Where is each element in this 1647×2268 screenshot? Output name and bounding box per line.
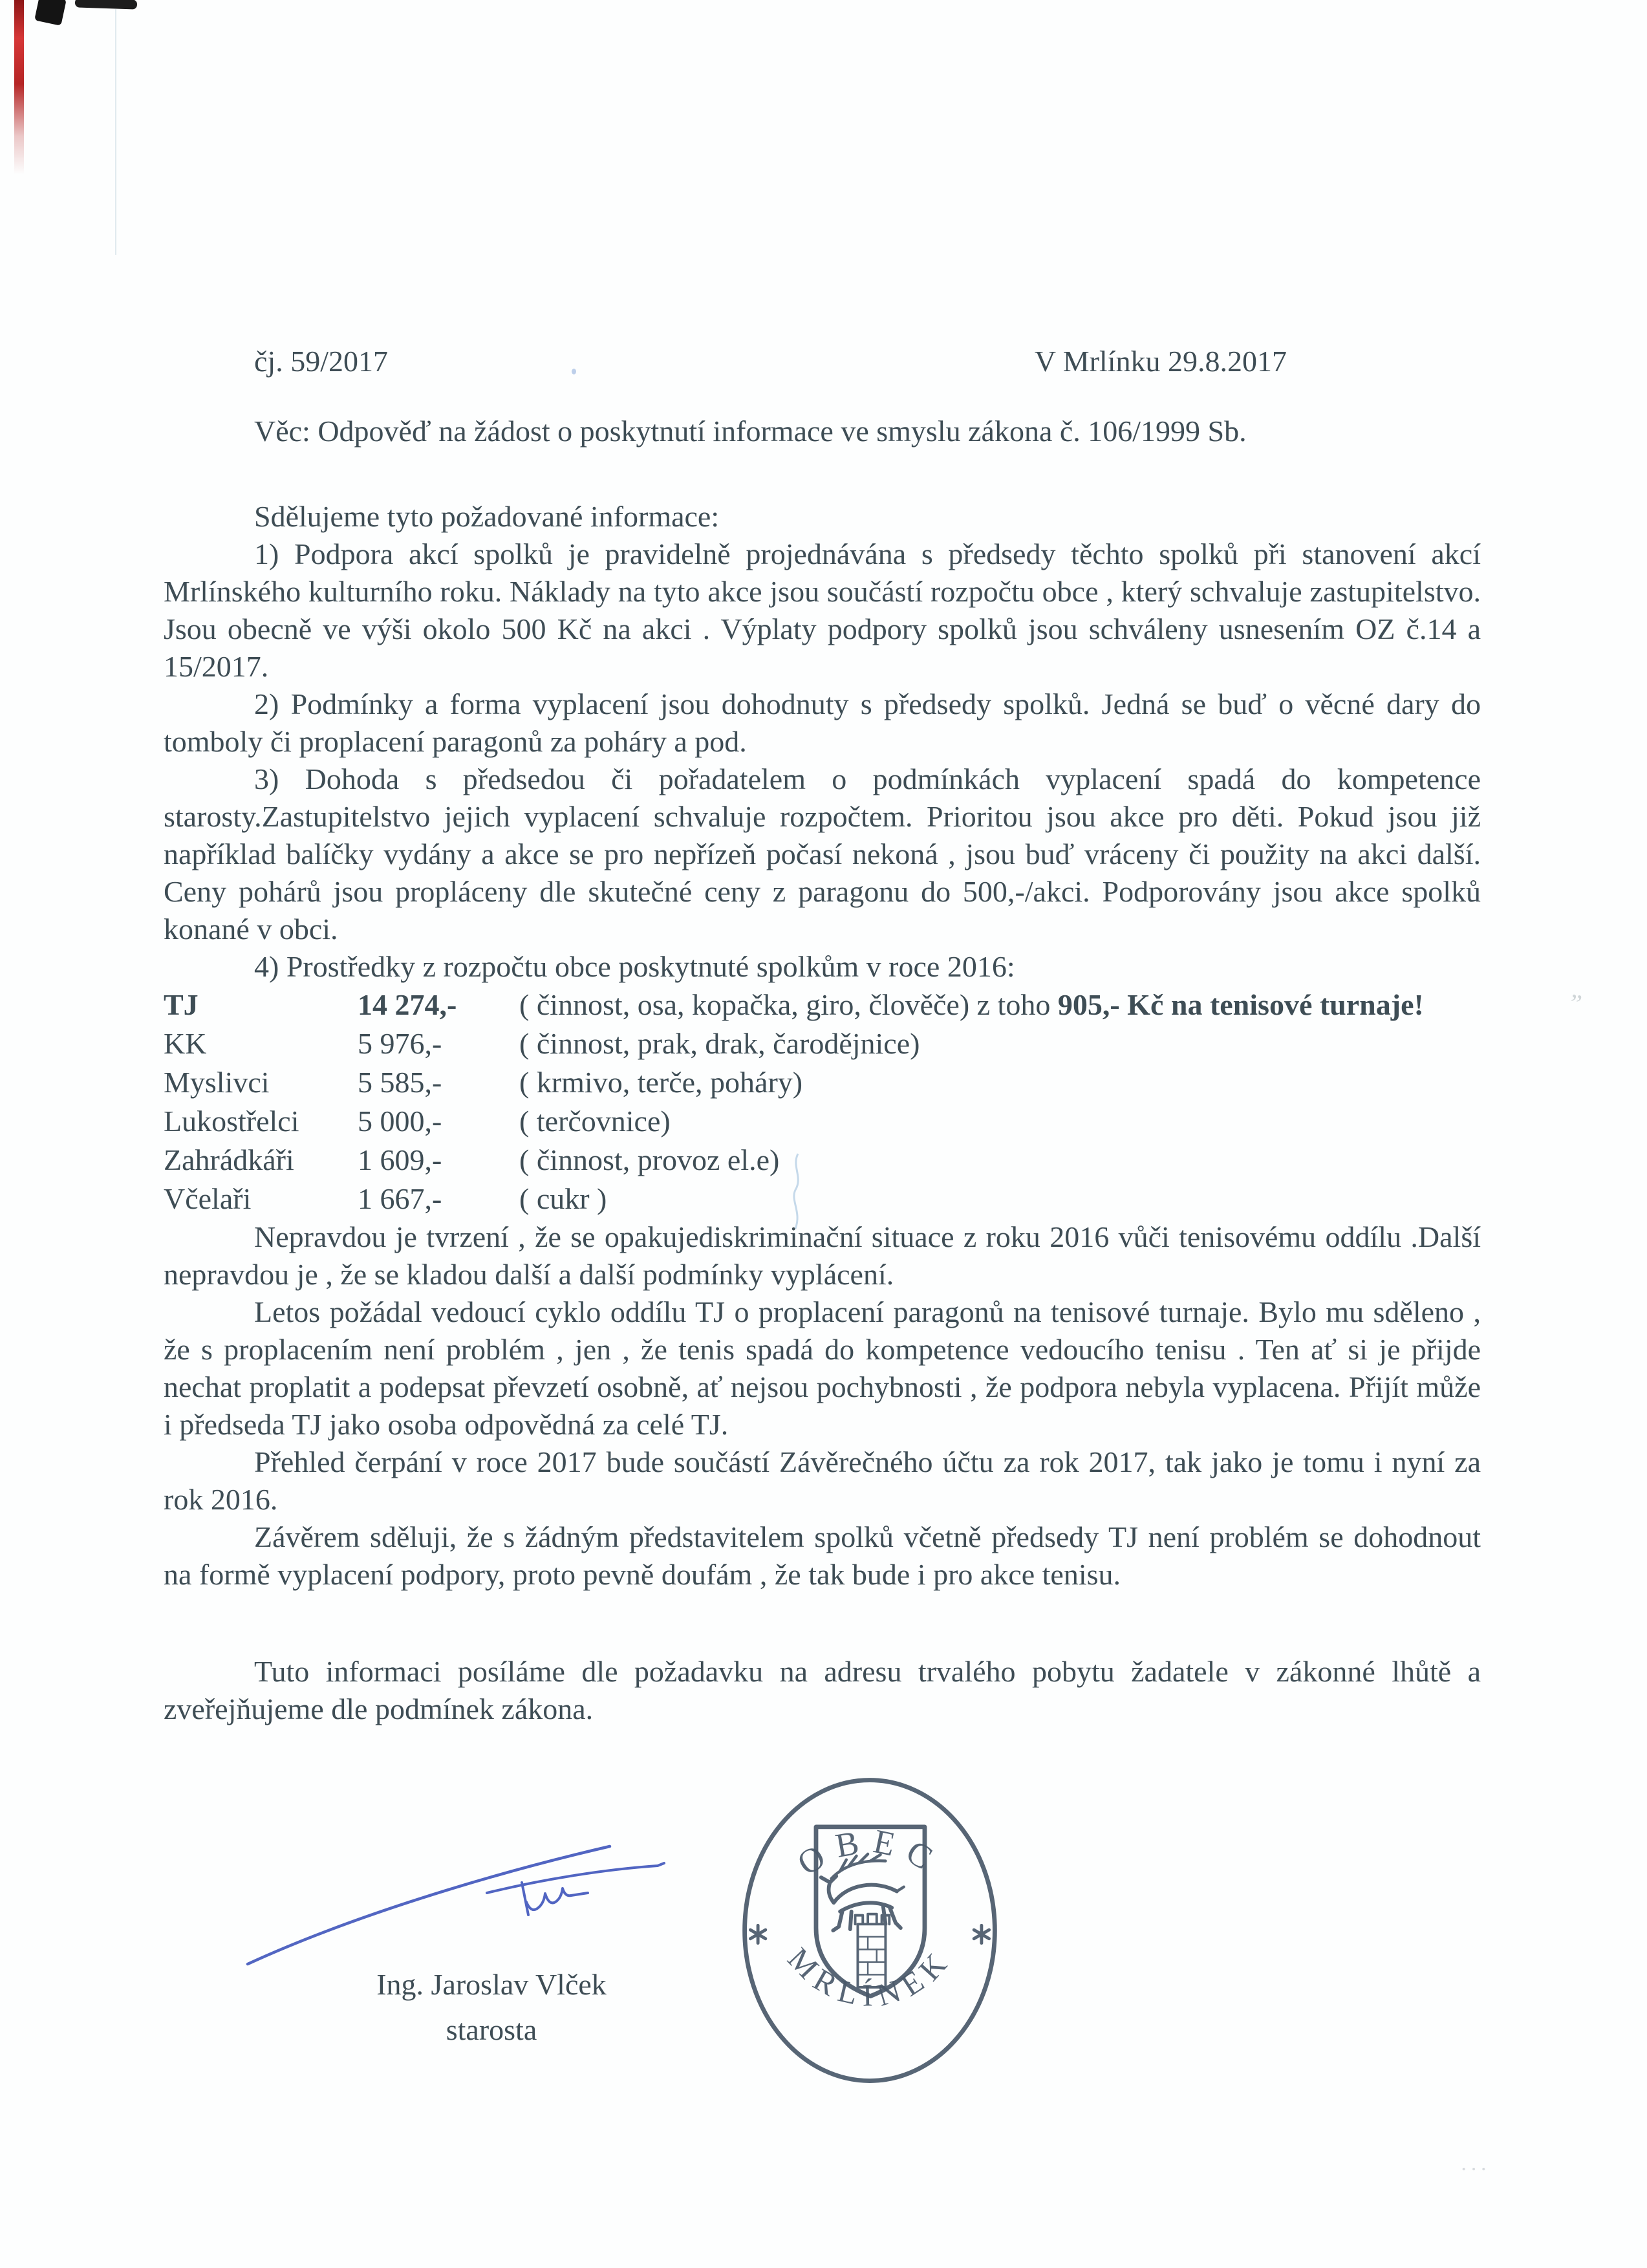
allocation-row xyxy=(164,1024,1481,1063)
body-paragraph: Letos požádal vedoucí cyklo oddílu TJ o proplacení paragonů na tenisové turnaje. Bylo mu sděleno , že s proplacením není problém , jen , že tenis spadá do kompetence vedoucího tenisu . Ten ať si je přijde nechat proplatit a podepsat převzetí osobně, ať nejsou pochybnosti , že podpora nebyla vyplacena. Přijít může i předseda TJ jako osoba odpovědná za celé TJ. xyxy=(164,1295,1481,1441)
allocation-name: Zahrádkáři xyxy=(164,1143,294,1176)
stamp-star-right-icon xyxy=(974,1925,989,1943)
stamp-bottom-text: MRLÍNEK xyxy=(780,1940,959,2014)
stamp-star-left-icon xyxy=(750,1925,765,1943)
allocation-name: KK xyxy=(164,1027,207,1060)
scan-artifact-black-dash xyxy=(75,0,137,10)
handwritten-signature xyxy=(230,1808,682,1976)
svg-text:MRLÍNEK xyxy=(781,1941,959,2013)
allocation-row xyxy=(164,986,1481,1024)
scan-artifact-quote-mark: ” xyxy=(1567,988,1584,1019)
allocation-description: ( činnost, provoz el.e) xyxy=(519,1143,780,1176)
municipal-stamp xyxy=(734,1771,1006,2094)
allocation-amount: 14 274,- xyxy=(358,988,457,1021)
signature-stroke-cross xyxy=(487,1863,664,1893)
numbered-points xyxy=(164,535,1481,986)
body-paragraph: Závěrem sděluji, že s žádným představitelem spolků včetně předsedy TJ není problém se dohodnout na formě vyplacení podpory, proto pevně doufám , že tak bude i pro akce tenisu. xyxy=(164,1520,1481,1591)
allocation-table xyxy=(164,986,1481,1218)
numbered-paragraph: 3) Dohoda s předsedou či pořadatelem o podmínkách vyplacení spadá do kompetence starosty.Zastupitelstvo jejich vyplacení schvaluje rozpočtem. Prioritou jsou akce pro děti. Pokud jsou již například balíčky vydány a akce se pro nepřízeň počasí nekoná , jsou buď vráceny či použity na akci další. Ceny pohárů jsou propláceny dle skutečné ceny z paragonu do 500,-/akci. Podporovány jsou akce spolků konané v obci. xyxy=(164,762,1481,945)
scan-artifact-black-blob xyxy=(34,0,67,26)
allocation-row xyxy=(164,1063,1481,1102)
allocation-amount: 5 000,- xyxy=(358,1105,442,1138)
letter-body xyxy=(164,0,1481,1728)
signatory-title: starosta xyxy=(446,2013,537,2046)
allocation-row xyxy=(164,1180,1481,1218)
signatory-name: Ing. Jaroslav Vlček xyxy=(376,1968,607,2001)
allocation-amount: 1 609,- xyxy=(358,1143,442,1176)
allocation-amount: 1 667,- xyxy=(358,1182,442,1215)
allocation-description: ( cukr ) xyxy=(519,1182,607,1215)
body-paragraph: Přehled čerpání v roce 2017 bude součástí Závěrečného účtu za rok 2017, tak jako je tomu i nyní za rok 2016. xyxy=(164,1445,1481,1516)
allocation-highlight: 905,- Kč na tenisové turnaje! xyxy=(1057,988,1424,1021)
place-date: V Mrlínku 29.8.2017 xyxy=(1034,345,1287,378)
body-paragraph: Nepravdou je tvrzení , že se opakujediskriminační situace z roku 2016 vůči tenisovému oddílu .Další nepravdou je , že se kladou další a další podmínky vyplácení. xyxy=(164,1220,1481,1291)
numbered-paragraph: 1) Podpora akcí spolků je pravidelně projednávána s předsedy těchto spolků při stanovení akcí Mrlínského kulturního roku. Náklady na tyto akce jsou součástí rozpočtu obce , který schvaluje zastupitelstvo. Jsou obecně ve výši okolo 500 Kč na akci . Výplaty podpory spolků jsou schváleny usnesením OZ č.14 a 15/2017. xyxy=(164,537,1481,683)
subject-line: Věc: Odpověď na žádost o poskytnutí informace ve smyslu zákona č. 106/1999 Sb. xyxy=(254,415,1247,448)
allocation-name: TJ xyxy=(164,988,199,1021)
allocation-name: Včelaři xyxy=(164,1182,252,1215)
signature-stroke-main xyxy=(248,1846,610,1964)
letter-header xyxy=(164,343,1481,380)
ref-number: čj. 59/2017 xyxy=(254,345,388,378)
numbered-paragraph: 4) Prostředky z rozpočtu obce poskytnuté spolkům v roce 2016: xyxy=(254,950,1015,983)
closing-paragraph: Tuto informaci posíláme dle požadavku na adresu trvalého pobytu žadatele v zákonné lhůtě a zveřejňujeme dle podmínek zákona. xyxy=(164,1655,1481,1725)
stamp-top-text: OBEC xyxy=(791,1822,949,1883)
allocation-amount: 5 976,- xyxy=(358,1027,442,1060)
signature-stroke-scribble xyxy=(522,1883,588,1915)
allocation-name: Lukostřelci xyxy=(164,1105,299,1138)
scan-artifact-red-strip xyxy=(14,0,24,175)
scan-artifact-page-edge xyxy=(115,9,116,255)
allocation-row xyxy=(164,1102,1481,1141)
allocation-description: ( terčovnice) xyxy=(519,1105,671,1138)
body-paragraphs xyxy=(164,1218,1481,1593)
scan-artifact-specks: ··· xyxy=(1460,2157,1490,2181)
numbered-paragraph: 2) Podmínky a forma vyplacení jsou dohodnuty s předsedy spolků. Jedná se buď o věcné dary do tomboly či proplacení paragonů za poháry a pod. xyxy=(164,687,1481,758)
allocation-description: ( činnost, osa, kopačka, giro, člověče) z toho xyxy=(519,988,1058,1021)
allocation-description: ( činnost, prak, drak, čarodějnice) xyxy=(519,1027,920,1060)
intro-line: Sdělujeme tyto požadované informace: xyxy=(254,500,720,533)
allocation-amount: 5 585,- xyxy=(358,1066,442,1099)
allocation-name: Myslivci xyxy=(164,1066,270,1099)
allocation-row xyxy=(164,1141,1481,1180)
allocation-description: ( krmivo, terče, poháry) xyxy=(519,1066,803,1099)
